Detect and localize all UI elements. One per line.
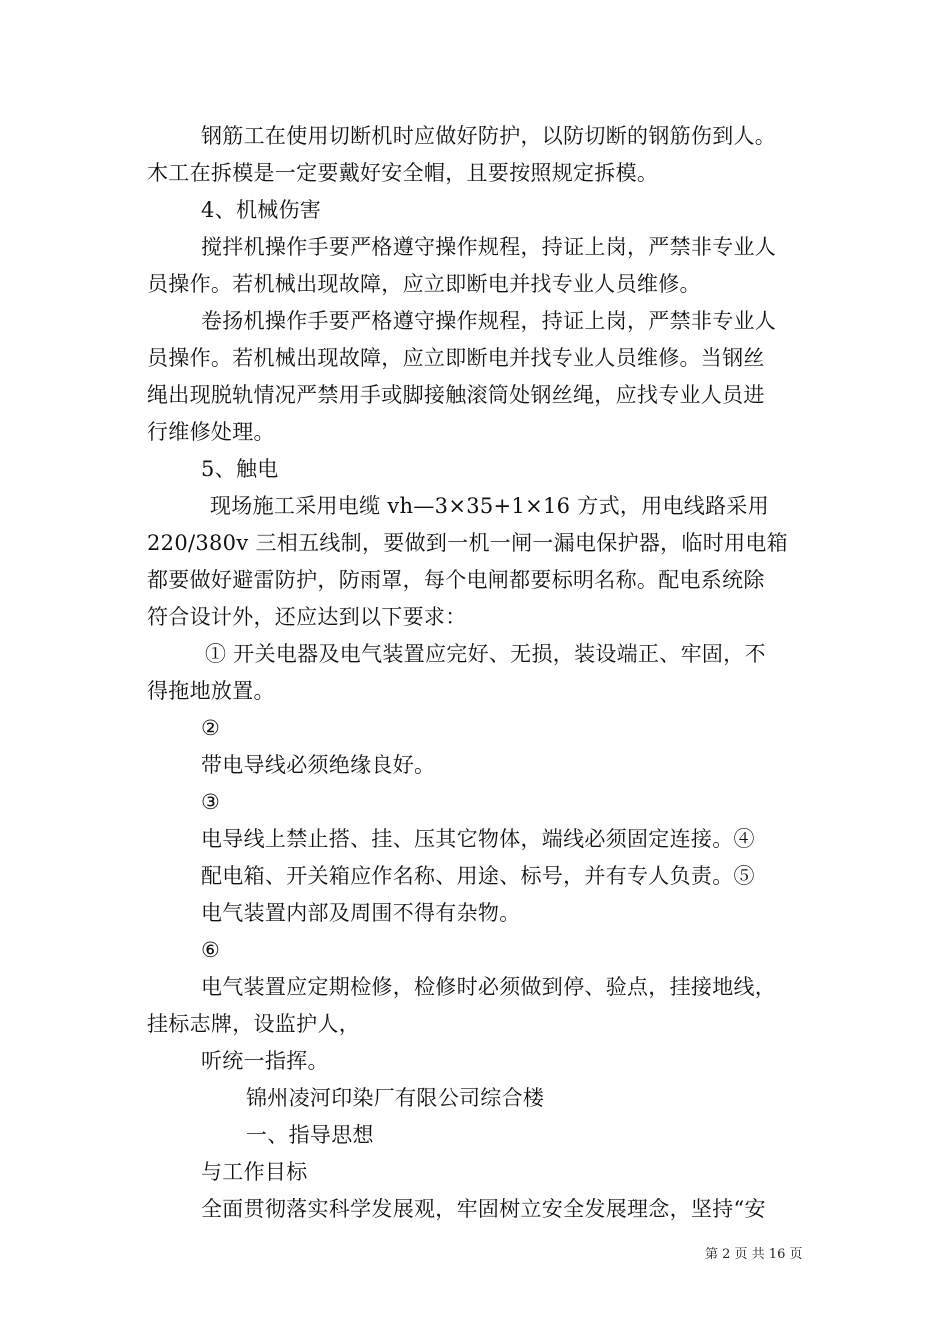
list-marker-6: ⑥: [201, 938, 221, 962]
project-title: 锦州凌河印染厂有限公司综合楼: [246, 1086, 545, 1110]
text-line-11: 现场施工采用电缆 vh—3×35+1×16 方式，用电线路采用: [210, 494, 769, 518]
text-line-12: 220/380v 三相五线制，要做到一机一闸一漏电保护器，临时用电箱: [147, 531, 788, 555]
text-line-25: 挂标志牌，设监护人，: [147, 1012, 360, 1036]
text-line-7: 员操作。若机械出现故障，应立即断电并找专业人员维修。当钢丝: [147, 346, 765, 370]
text-line-18: 带电导线必须绝缘良好。: [201, 753, 436, 777]
text-line-21: 配电箱、开关箱应作名称、用途、标号，并有专人负责。⑤: [201, 864, 755, 888]
text-line-1: 钢筋工在使用切断机时应做好防护，以防切断的钢筋伤到人。: [201, 124, 777, 148]
text-line-30: 全面贯彻落实科学发展观，牢固树立安全发展理念，坚持“安: [201, 1197, 766, 1221]
section-heading-1: 一、指导思想: [246, 1123, 374, 1147]
text-line-15: ① 开关电器及电气装置应完好、无损，装设端正、牢固，不: [205, 642, 766, 666]
text-line-13: 都要做好避雷防护，防雨罩，每个电闸都要标明名称。配电系统除: [147, 568, 765, 592]
text-line-22: 电气装置内部及周围不得有杂物。: [201, 901, 521, 925]
list-marker-2: ②: [201, 716, 221, 740]
text-line-2: 木工在拆模是一定要戴好安全帽，且要按照规定拆模。: [147, 161, 659, 185]
page-footer: 第 2 页 共 16 页: [705, 1247, 803, 1262]
text-line-14: 符合设计外，还应达到以下要求：: [147, 605, 467, 629]
section-heading-4: 4、机械伤害: [201, 198, 322, 222]
text-line-6: 卷扬机操作手要严格遵守操作规程，持证上岗，严禁非专业人: [201, 309, 777, 333]
text-line-9: 行维修处理。: [147, 420, 275, 444]
text-line-16: 得拖地放置。: [147, 679, 275, 703]
section-heading-5: 5、触电: [201, 457, 279, 481]
text-line-8: 绳出现脱轨情况严禁用手或脚接触滚筒处钢丝绳，应找专业人员进: [147, 383, 765, 407]
text-line-5: 员操作。若机械出现故障，应立即断电并找专业人员维修。: [147, 272, 701, 296]
text-line-20: 电导线上禁止搭、挂、压其它物体，端线必须固定连接。④: [201, 827, 755, 851]
text-line-24: 电气装置应定期检修，检修时必须做到停、验点，挂接地线，: [201, 975, 777, 999]
text-line-26: 听统一指挥。: [201, 1049, 329, 1073]
text-line-29: 与工作目标: [201, 1160, 308, 1184]
list-marker-3: ③: [201, 790, 221, 814]
text-line-4: 搅拌机操作手要严格遵守操作规程，持证上岗，严禁非专业人: [201, 235, 777, 259]
